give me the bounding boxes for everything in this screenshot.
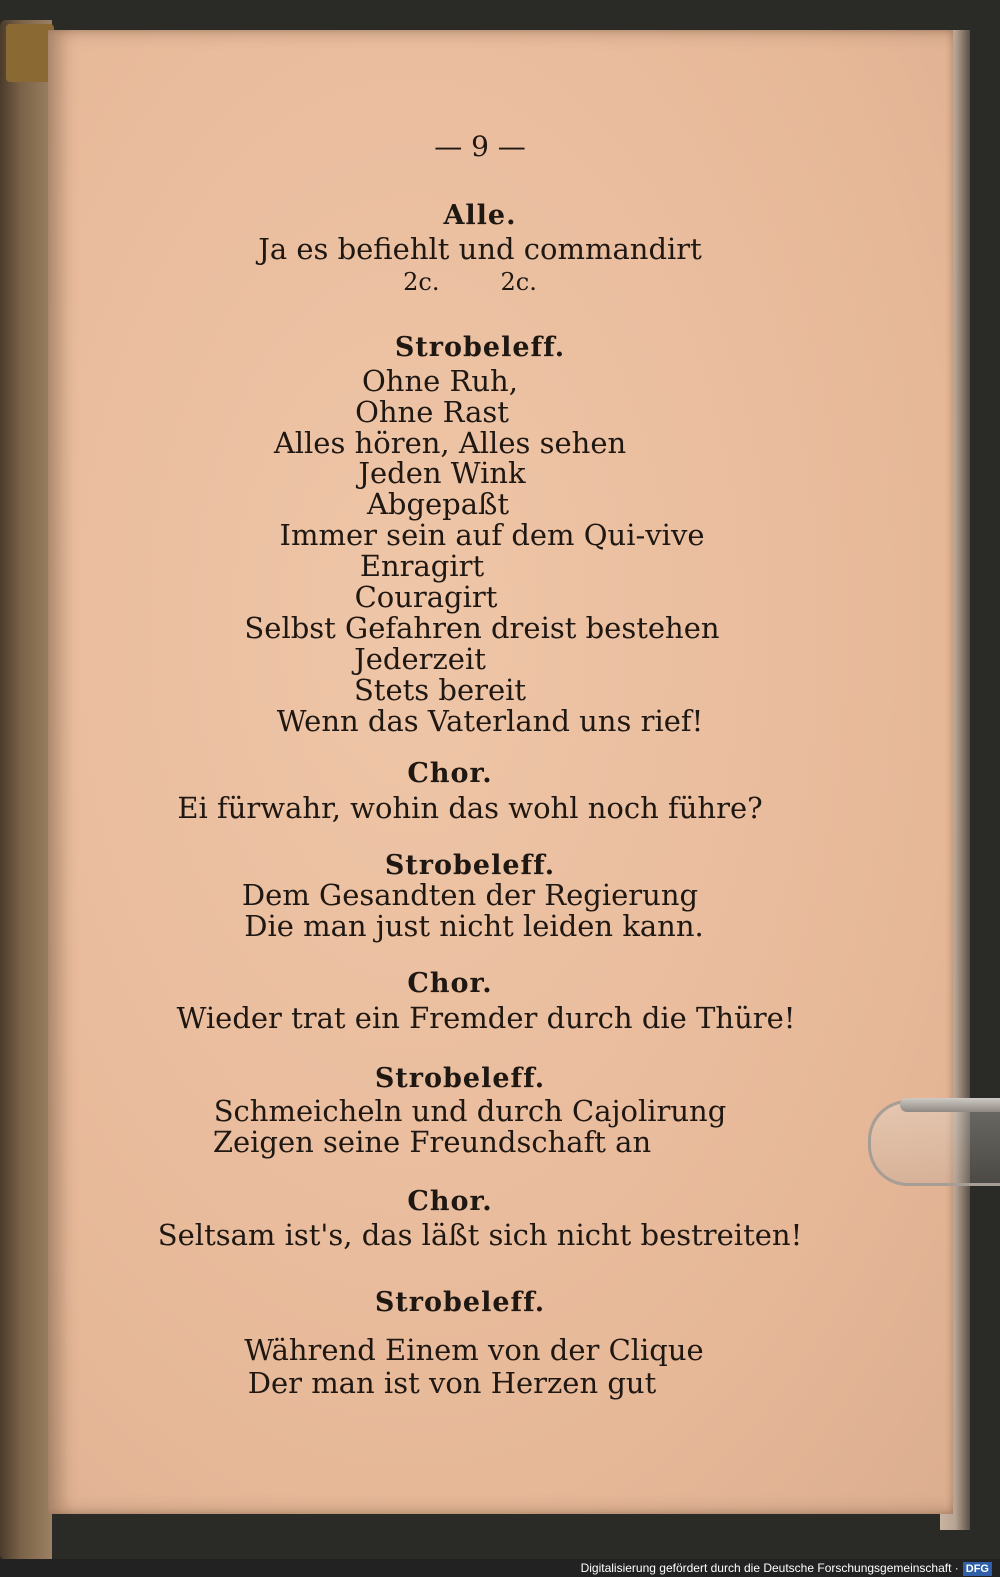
- verse-line: Ohne Ruh,: [362, 364, 518, 398]
- verse-line: Stets bereit: [353, 673, 527, 707]
- verse-line: Alles hören, Alles sehen: [273, 426, 627, 460]
- cover-corner: [6, 24, 54, 82]
- verse-line: Couragirt: [354, 580, 498, 614]
- verse-line: Während Einem von der Clique: [244, 1333, 704, 1367]
- verse-line: Ei fürwahr, wohin das wohl noch führe?: [177, 791, 763, 825]
- speaker-name: Strobeleff.: [374, 1063, 546, 1094]
- funding-notice: Digitalisierung gefördert durch die Deutsche Forschungsgemeinschaft ·: [580, 1561, 959, 1575]
- etc-marker: 2c. 2c.: [403, 268, 537, 296]
- verse-line: Wenn das Vaterland uns rief!: [276, 704, 704, 738]
- verse-line: Ja es befiehlt und commandirt: [258, 232, 702, 266]
- verse-line: Immer sein auf dem Qui-vive: [279, 518, 705, 552]
- page-number: — 9 —: [434, 130, 526, 163]
- verse-line: Ohne Rast: [355, 395, 509, 429]
- verse-line: Jederzeit: [354, 642, 486, 676]
- verse-line: Seltsam ist's, das läßt sich nicht bestreiten!: [157, 1218, 803, 1252]
- verse-line: Die man just nicht leiden kann.: [244, 909, 704, 943]
- speaker-name: Strobeleff.: [394, 332, 566, 363]
- speaker-name: Chor.: [407, 758, 493, 789]
- speaker-name: Alle.: [443, 200, 517, 231]
- verse-line: Abgepaßt: [366, 487, 510, 521]
- speaker-name: Strobeleff.: [384, 850, 556, 881]
- verse-line: Schmeicheln und durch Cajolirung: [213, 1094, 727, 1128]
- speaker-name: Strobeleff.: [374, 1287, 546, 1318]
- speaker-name: Chor.: [407, 1186, 493, 1217]
- verse-line: Enragirt: [359, 549, 485, 583]
- verse-line: Jeden Wink: [358, 456, 526, 490]
- verse-line: Selbst Gefahren dreist bestehen: [244, 611, 720, 645]
- verse-line: Dem Gesandten der Regierung: [241, 878, 699, 912]
- dfg-logo: DFG: [963, 1562, 992, 1576]
- digitization-footer: [0, 1559, 1000, 1577]
- speaker-name: Chor.: [407, 968, 493, 999]
- verse-line: Zeigen seine Freundschaft an: [212, 1125, 652, 1159]
- verse-line: Der man ist von Herzen gut: [247, 1366, 657, 1400]
- verse-line: Wieder trat ein Fremder durch die Thüre!: [176, 1001, 796, 1035]
